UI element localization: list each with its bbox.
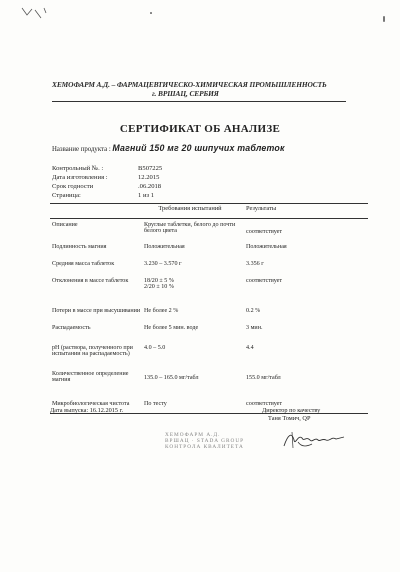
meta-row [52,164,162,173]
meta-value: 1 из 1 [138,192,155,199]
test-result: 155.0 мг/табл [246,374,281,381]
meta-value: 12.2015 [138,174,160,181]
scan-speck [150,12,152,14]
test-name: Микробиологическая чистота [50,395,144,414]
handwritten-signature [282,428,352,452]
table-row [50,345,368,371]
analysis-table [50,203,368,414]
test-result: 3.356 г [246,260,264,267]
column-header-results: Результаты [236,204,368,219]
test-requirement: 3.230 – 3.570 г [144,260,182,267]
meta-value: В507225 [138,165,163,172]
test-requirement: По тесту [144,395,236,414]
signer-title: Директор по качеству [262,407,321,414]
scan-mark [20,6,60,24]
signer-block [262,407,320,423]
table-row [50,325,368,345]
meta-label: Дата изготовления : [52,174,108,181]
document-title: СЕРТИФИКАТ ОБ АНАЛИЗЕ [119,123,281,135]
table-header-row [50,204,368,219]
batch-meta [52,164,162,200]
meta-label: Контрольный №. : [52,165,104,172]
column-header [50,204,144,219]
test-requirement: Положительная [144,243,185,250]
product-label: Название продукта : [52,146,111,153]
company-line-2: г. ВРШАЦ, СЕРБИЯ [152,89,219,98]
test-name: Количественное определение магния [52,370,129,383]
header-divider [52,101,346,102]
table-row [50,308,368,325]
test-requirement: 18/20 ± 5 % 2/20 ± 10 % [144,277,174,290]
scan-speck [383,16,385,22]
test-result: 3 мин. [246,324,263,331]
test-requirement: Не более 2 % [144,307,179,314]
test-result: соответствует [236,395,368,414]
test-result: 4.4 [246,344,254,351]
test-result: 0.2 % [246,307,261,314]
table-row [50,244,368,261]
test-result: соответствует [246,229,283,235]
meta-row [52,191,162,200]
table-row [50,219,368,244]
product-line [52,143,285,153]
test-name: Распадаемость [52,324,91,331]
meta-row [52,182,162,191]
meta-label: Страница: [52,192,81,199]
meta-row [52,173,162,182]
company-name [52,80,352,98]
issue-date: Дата выпуска: 16.12.2015 г. [50,407,124,414]
test-name: Описание [52,222,78,228]
column-header-requirements: Требования испытаний [144,204,236,219]
company-line-1: ХЕМОФАРМ А.Д. – ФАРМАЦЕВТИЧЕСКО-ХИМИЧЕСКАЯ ПРОМЫШЛЕННОСТЬ [52,80,327,89]
meta-label: Срок годности [52,183,94,190]
signer-name: Таня Томич, QP [268,415,311,422]
test-name: Потери в массе при высушивании [52,307,141,314]
table-row [50,261,368,278]
quality-stamp: ХЕМОФАРМ А.Д. ВРШАЦ · STADA GROUP КОНТРОЛА КВАЛИТЕТА [165,432,245,450]
test-name: pH (раствора, полученного при испытании на распадаемость) [52,344,133,357]
test-name: Средняя масса таблеток [52,260,115,267]
table-row [50,278,368,308]
test-requirement: 4.0 – 5.0 [144,344,166,351]
test-result: соответствует [246,277,283,284]
meta-value: .06.2018 [138,183,162,190]
test-requirement: Круглые таблетки, белого до почти белого цвета [144,222,236,234]
product-name: Магний 150 мг 20 шипучих таблеток [112,143,285,153]
test-name: Подлинность магния [52,243,107,250]
test-result: Положительная [246,243,287,250]
test-name: Отклонения в массе таблеток [52,277,129,284]
table-row [50,371,368,395]
test-requirement: Не более 5 мин. воде [144,324,199,331]
test-requirement: 135.0 – 165.0 мг/табл [144,374,199,381]
